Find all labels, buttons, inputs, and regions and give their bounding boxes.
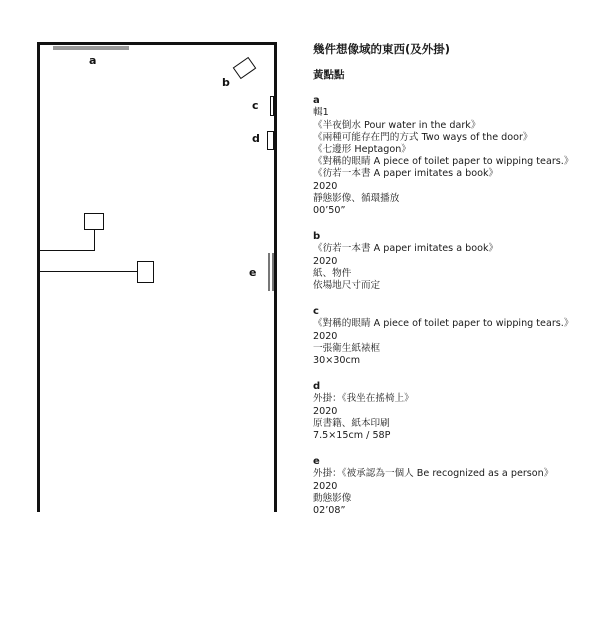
artwork-c-marker xyxy=(270,96,274,116)
label-a: a xyxy=(89,54,97,67)
entry-key: e xyxy=(313,456,320,468)
entry-line: 《兩種可能存在門的方式 Two ways of the door》 xyxy=(313,131,533,143)
wall-right xyxy=(274,42,277,512)
entry-line: 靜態影像、循環播放 xyxy=(313,192,400,204)
entry-line: 2020 xyxy=(313,480,338,492)
monitor-1 xyxy=(84,213,104,230)
entry-line: 30×30cm xyxy=(313,355,361,367)
entry-line: 02’08” xyxy=(313,505,346,517)
wall-top xyxy=(37,42,277,45)
entry-line: 7.5×15cm / 58P xyxy=(313,430,391,442)
entry-line: 輯1 xyxy=(313,107,329,119)
artwork-e-marker-b xyxy=(272,253,274,291)
entry-key: d xyxy=(313,381,321,393)
entry-key: a xyxy=(313,95,320,107)
entry-line: 依場地尺寸而定 xyxy=(313,280,381,292)
entry-d xyxy=(313,381,603,442)
entry-c xyxy=(313,306,603,367)
entry-line: 《彷若一本書 A paper imitates a book》 xyxy=(313,243,499,255)
entry-line: 《對稱的眼睛 A piece of toilet paper to wipping tears.》 xyxy=(313,156,574,168)
entry-line: 紙、物件 xyxy=(313,267,352,279)
entry-a xyxy=(313,95,603,217)
entry-line: 2020 xyxy=(313,255,338,267)
artwork-list xyxy=(313,41,603,517)
cable-1-horizontal xyxy=(40,250,95,251)
entry-line: 動態影像 xyxy=(313,492,352,504)
entry-line: 《半夜倒水 Pour water in the dark》 xyxy=(313,119,481,131)
entry-line: 外掛：《被承認為一個人 Be recognized as a person》 xyxy=(313,468,554,480)
entry-line: 《對稱的眼睛 A piece of toilet paper to wipping tears.》 xyxy=(313,318,574,330)
entry-key: b xyxy=(313,231,321,243)
cable-2-horizontal xyxy=(40,271,137,272)
entry-line: 2020 xyxy=(313,405,338,417)
artist-name: 黃點點 xyxy=(313,69,345,81)
wall-left xyxy=(37,42,40,512)
entry-line: 原書籍、紙本印刷 xyxy=(313,417,390,429)
artwork-b-marker xyxy=(233,57,257,79)
cable-1-vertical xyxy=(94,229,95,251)
artwork-a-marker xyxy=(53,46,129,50)
label-b: b xyxy=(222,76,230,89)
label-c: c xyxy=(252,99,259,112)
exhibition-title: 幾件想像域的東西(及外掛) xyxy=(313,42,451,56)
entry-line: 《彷若一本書 A paper imitates a book》 xyxy=(313,168,499,180)
entry-line: 《七邊形 Heptagon》 xyxy=(313,144,411,156)
floor-plan xyxy=(0,0,300,640)
label-e: e xyxy=(249,266,257,279)
entry-e xyxy=(313,456,603,517)
entry-b xyxy=(313,231,603,292)
artwork-e-marker-a xyxy=(268,253,270,291)
monitor-2 xyxy=(137,261,154,283)
entry-line: 00’50” xyxy=(313,205,346,217)
entry-line: 外掛：《我坐在搖椅上》 xyxy=(313,393,414,405)
artwork-d-marker xyxy=(267,131,274,150)
entry-key: c xyxy=(313,306,319,318)
entry-line: 2020 xyxy=(313,180,338,192)
entry-line: 2020 xyxy=(313,330,338,342)
label-d: d xyxy=(252,132,260,145)
entry-line: 一張衛生紙裱框 xyxy=(313,342,381,354)
